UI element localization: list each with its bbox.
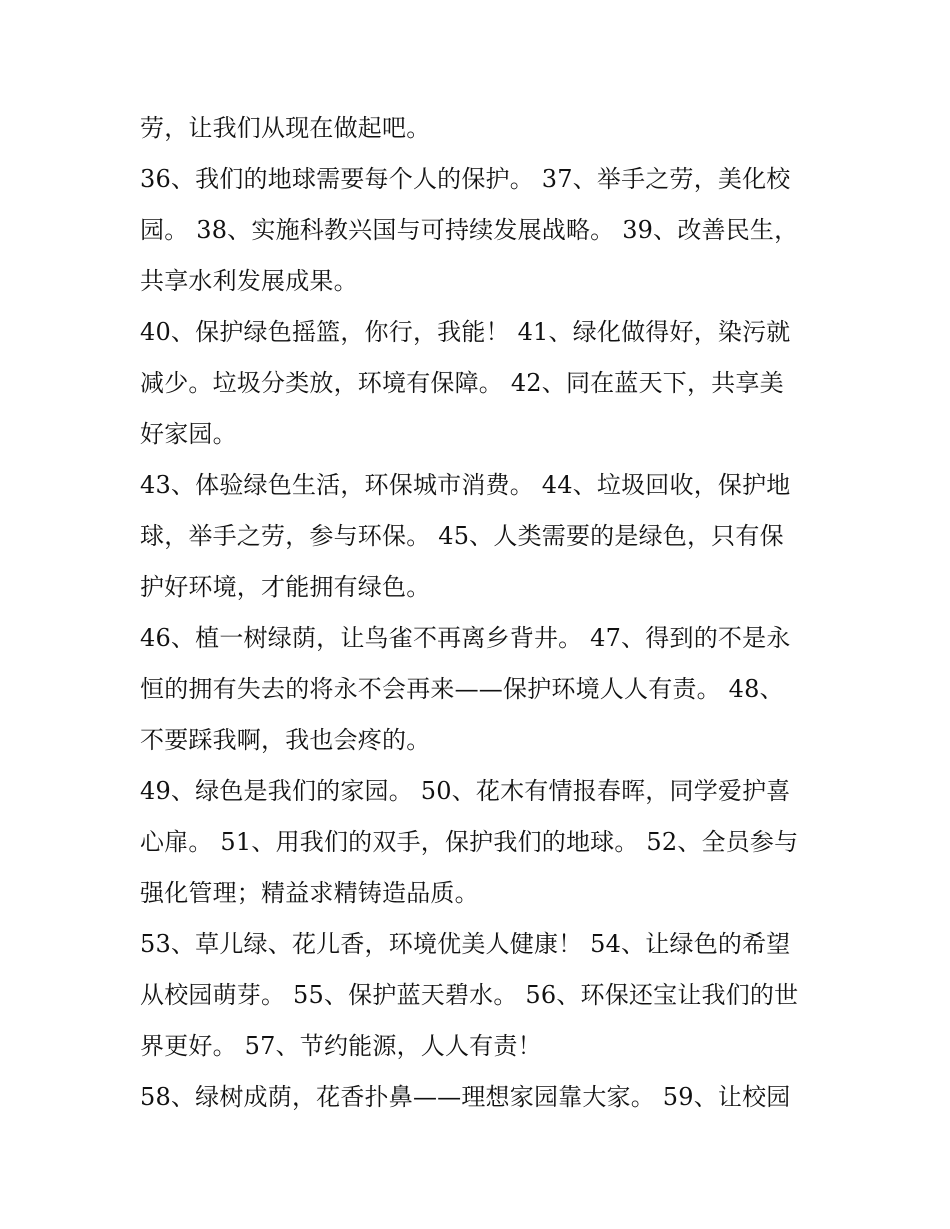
text-line: 共享水利发展成果。 — [140, 267, 358, 295]
text-line: 40、保护绿色摇篮，你行，我能！ 41、绿化做得好，染污就 — [140, 318, 791, 346]
text-line: 护好环境，才能拥有绿色。 — [140, 573, 431, 601]
paragraph-slogans-40-42 — [140, 307, 805, 460]
text-line: 球，举手之劳，参与环保。 45、人类需要的是绿色，只有保 — [140, 522, 784, 550]
text-line: 不要踩我啊，我也会疼的。 — [140, 726, 431, 754]
text-line: 强化管理；精益求精铸造品质。 — [140, 879, 479, 907]
text-line: 心扉。 51、用我们的双手，保护我们的地球。 52、全员参与 — [140, 828, 799, 856]
text-line: 劳，让我们从现在做起吧。 — [140, 114, 431, 142]
text-line: 36、我们的地球需要每个人的保护。 37、举手之劳，美化校 — [140, 165, 791, 193]
text-line: 49、绿色是我们的家园。 50、花木有情报春晖，同学爱护喜 — [140, 777, 791, 805]
paragraph-slogans-43-45 — [140, 460, 805, 613]
paragraph-slogans-53-57 — [140, 919, 805, 1072]
text-line: 43、体验绿色生活，环保城市消费。 44、垃圾回收，保护地 — [140, 471, 791, 499]
paragraph-slogans-58-59 — [140, 1072, 805, 1123]
paragraph-continuation — [140, 103, 805, 154]
document-body — [140, 103, 805, 1123]
text-line: 园。 38、实施科教兴国与可持续发展战略。 39、改善民生， — [140, 216, 799, 244]
text-line: 46、植一树绿荫，让鸟雀不再离乡背井。 47、得到的不是永 — [140, 624, 791, 652]
paragraph-slogans-46-48 — [140, 613, 805, 766]
text-line: 减少。垃圾分类放，环境有保障。 42、同在蓝天下，共享美 — [140, 369, 784, 397]
text-line: 58、绿树成荫，花香扑鼻——理想家园靠大家。 59、让校园 — [140, 1083, 791, 1111]
paragraph-slogans-36-39 — [140, 154, 805, 307]
text-line: 从校园萌芽。 55、保护蓝天碧水。 56、环保还宝让我们的世 — [140, 981, 799, 1009]
paragraph-slogans-49-52 — [140, 766, 805, 919]
text-line: 好家园。 — [140, 420, 237, 448]
text-line: 53、草儿绿、花儿香，环境优美人健康！ 54、让绿色的希望 — [140, 930, 791, 958]
text-line: 恒的拥有失去的将永不会再来——保护环境人人有责。 48、 — [140, 675, 784, 703]
text-line: 界更好。 57、节约能源，人人有责！ — [140, 1032, 542, 1060]
